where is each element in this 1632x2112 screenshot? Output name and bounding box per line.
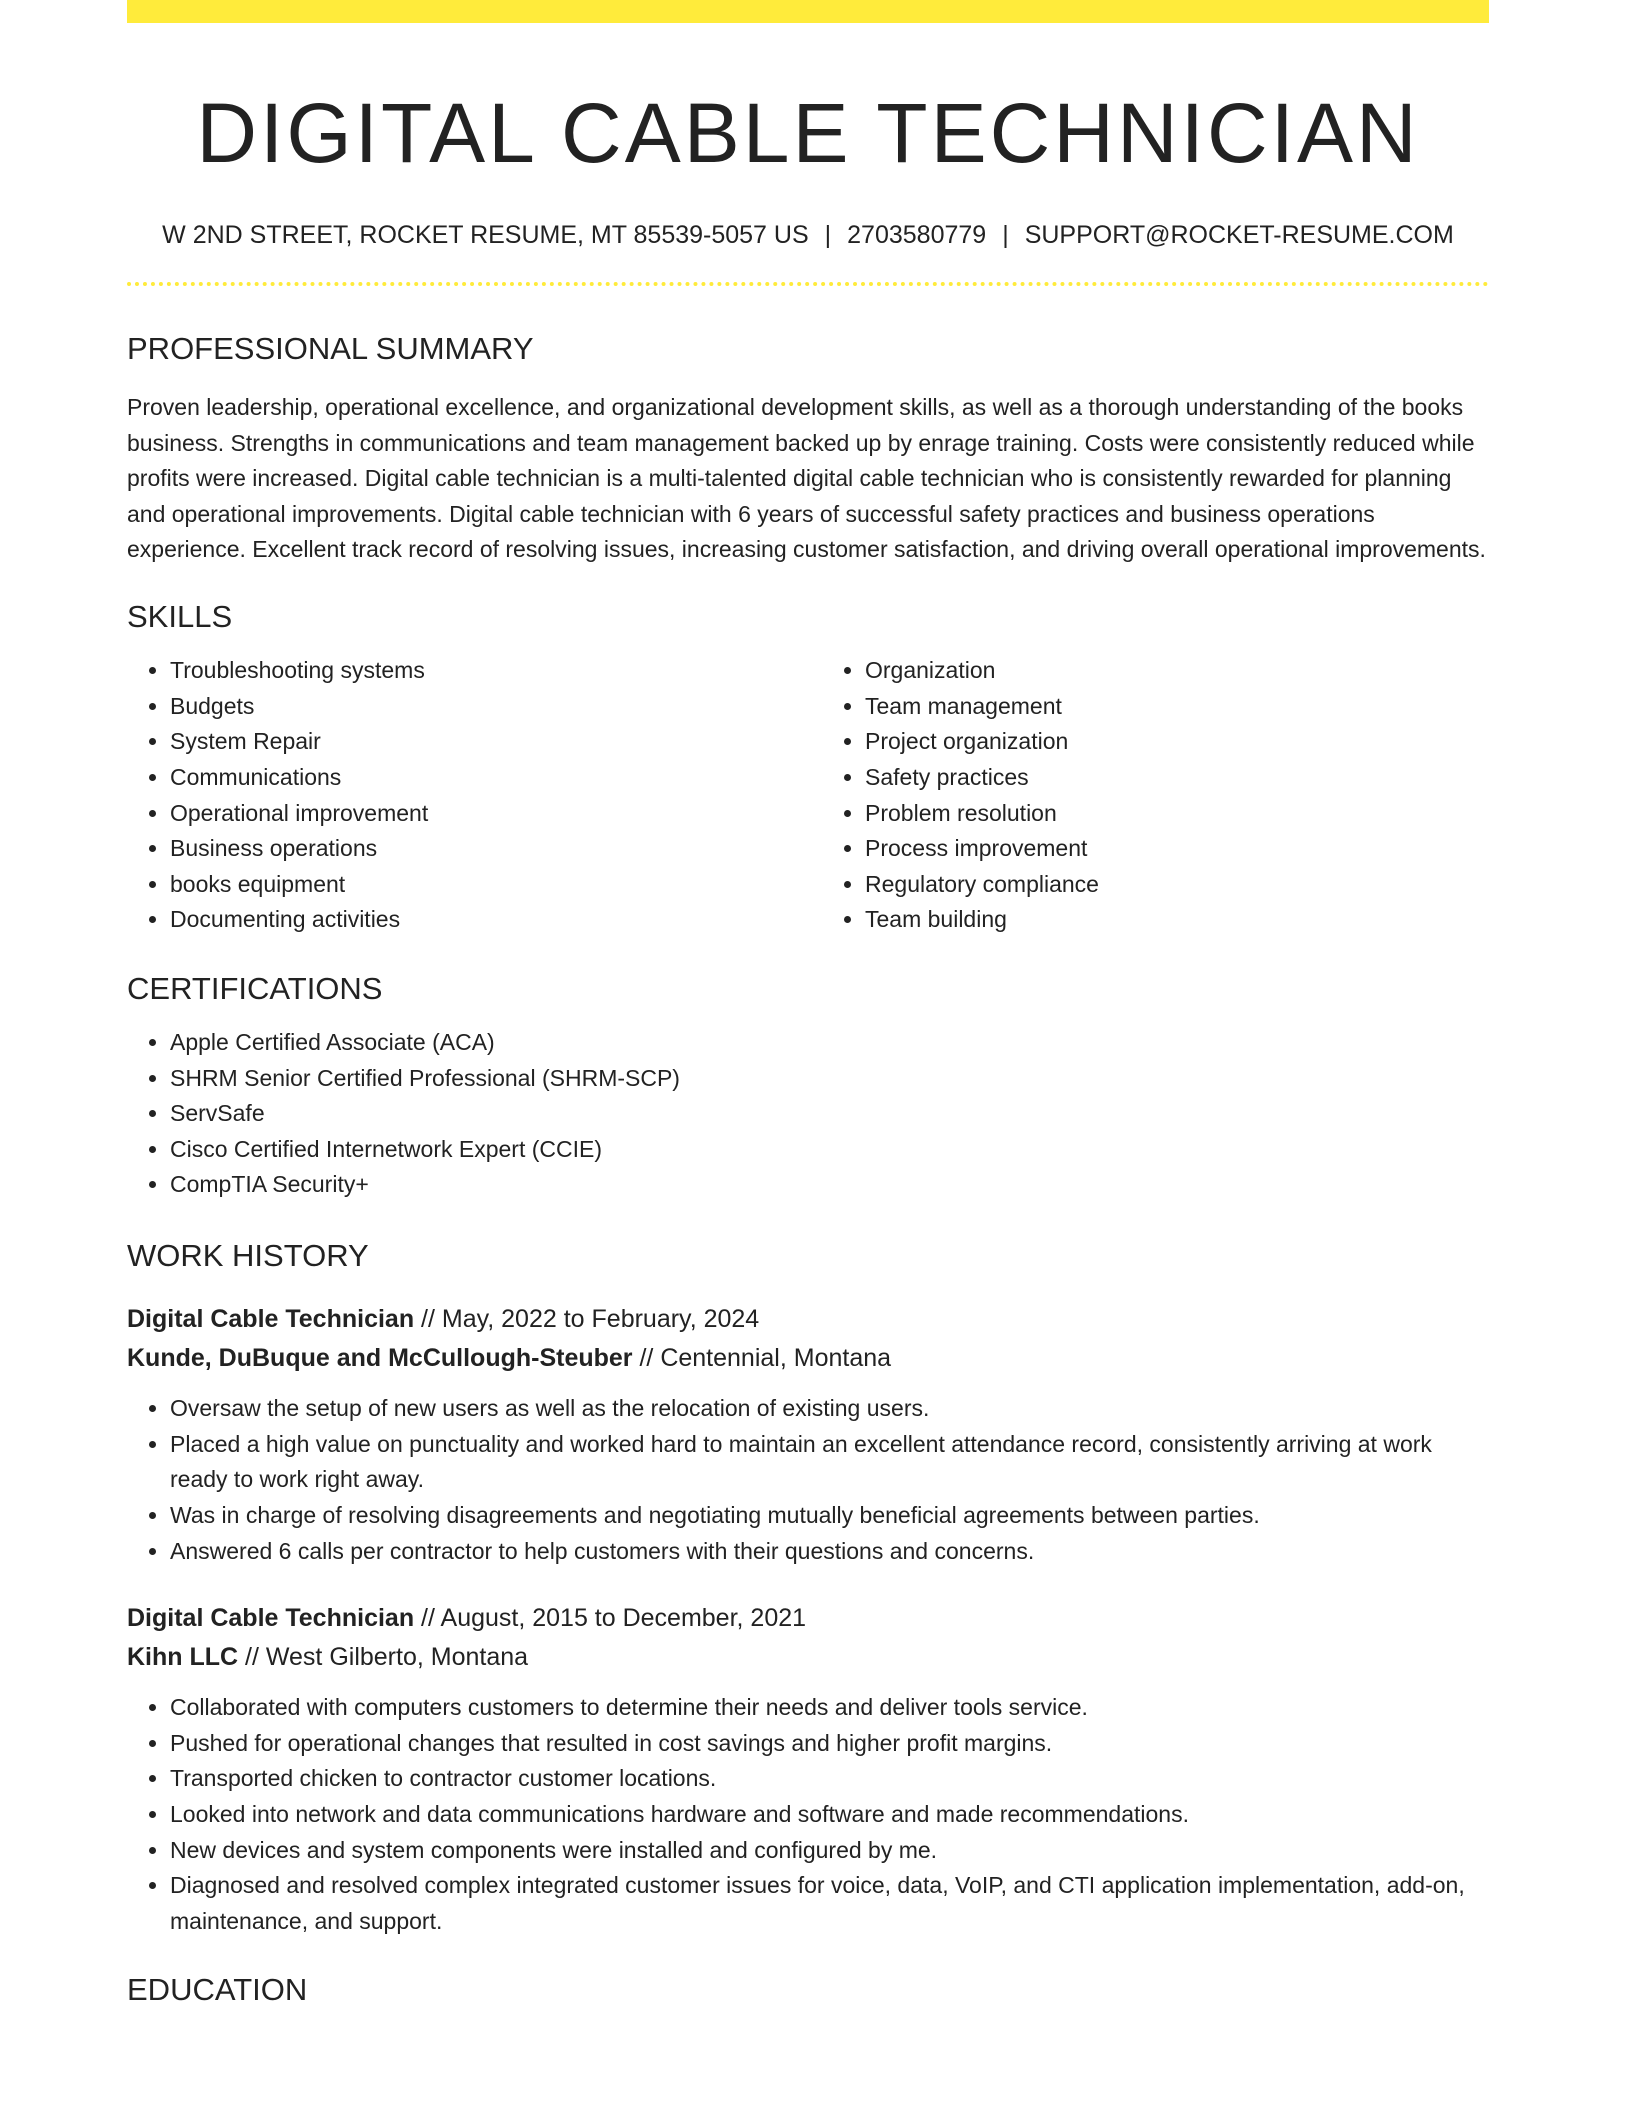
certifications-heading: CERTIFICATIONS	[127, 970, 383, 1006]
job-role: Digital Cable Technician	[127, 1604, 415, 1633]
summary-heading: PROFESSIONAL SUMMARY	[127, 330, 534, 366]
certifications-list	[127, 1025, 1489, 1203]
job-location: // West Gilberto, Montana	[238, 1642, 529, 1671]
certification-item: • Apple Certified Associate (ACA)	[170, 1025, 1489, 1061]
job-duty-item: • Looked into network and data communications hardware and software and made recommendations.	[170, 1797, 1489, 1833]
top-accent-bar	[127, 0, 1489, 23]
job-duty-item: • Oversaw the setup of new users as well as the relocation of existing users.	[170, 1391, 1489, 1427]
skills-list-right	[822, 653, 1489, 938]
summary-text: Proven leadership, operational excellence, and organizational development skills, as well as a thorough understanding of the books business. Strengths in communications and team management backed up by enrage training. Costs were consistently reduced while profits were increased. Digital cable technician is a multi-talented digital cable technician who is consistently rewarded for planning and operational improvements. Digital cable technician with 6 years of successful safety practices and business operations experience. Excellent track record of resolving issues, increasing customer satisfaction, and driving overall operational improvements.	[127, 393, 1486, 563]
skill-item: • Process improvement	[865, 831, 1489, 867]
skill-item: • Regulatory compliance	[865, 867, 1489, 903]
education-section	[127, 1971, 1489, 2008]
contact-separator: |	[1002, 220, 1009, 249]
job-duty-item: • Placed a high value on punctuality and worked hard to maintain an excellent attendance record, consistently arriving at work ready to work right away.	[170, 1427, 1489, 1498]
skill-item: • Organization	[865, 653, 1489, 689]
job-entry	[127, 1300, 1489, 1569]
job-duty-item: • New devices and system components were installed and configured by me.	[170, 1833, 1489, 1869]
resume-name: DIGITAL CABLE TECHNICIAN	[196, 86, 1420, 180]
job-duties-list	[127, 1690, 1489, 1939]
job-duty-item: • Was in charge of resolving disagreements and negotiating mutually beneficial agreements between parties.	[170, 1498, 1489, 1534]
contact-line	[127, 218, 1489, 253]
job-entry	[127, 1599, 1489, 1939]
job-company: Kunde, DuBuque and McCullough-Steuber	[127, 1343, 633, 1372]
skills-grid	[127, 653, 1489, 938]
job-duty-item: • Answered 6 calls per contractor to help customers with their questions and concerns.	[170, 1534, 1489, 1570]
certification-item: • CompTIA Security+	[170, 1167, 1489, 1203]
job-title-line	[127, 1300, 1489, 1339]
resume-page	[127, 0, 1489, 2009]
skills-list-left	[127, 653, 794, 938]
job-duty-item: • Diagnosed and resolved complex integrated customer issues for voice, data, VoIP, and CTI application implementation, add-on, maintenance, and support.	[170, 1868, 1489, 1939]
work-history-section	[127, 1237, 1489, 1939]
skill-item: • Team management	[865, 689, 1489, 725]
contact-email: SUPPORT@ROCKET-RESUME.COM	[1024, 220, 1454, 249]
certification-item: • ServSafe	[170, 1096, 1489, 1132]
skill-item: • Project organization	[865, 724, 1489, 760]
skill-item: • System Repair	[170, 724, 794, 760]
job-title-line	[127, 1599, 1489, 1638]
job-dates: // August, 2015 to December, 2021	[414, 1604, 807, 1633]
job-company: Kihn LLC	[127, 1642, 239, 1671]
contact-address: W 2ND STREET, ROCKET RESUME, MT 85539-5057 US	[162, 220, 809, 249]
skill-item: • Communications	[170, 760, 794, 796]
skill-item: • Operational improvement	[170, 796, 794, 832]
skills-heading: SKILLS	[127, 598, 233, 634]
certification-item: • SHRM Senior Certified Professional (SHRM-SCP)	[170, 1061, 1489, 1097]
dotted-divider	[127, 282, 1489, 286]
work-history-heading: WORK HISTORY	[127, 1238, 369, 1274]
certifications-section	[127, 970, 1489, 1203]
skill-item: • Business operations	[170, 831, 794, 867]
job-duties-list	[127, 1391, 1489, 1569]
summary-section	[127, 330, 1489, 568]
job-duty-item: • Transported chicken to contractor customer locations.	[170, 1761, 1489, 1797]
job-duty-item: • Collaborated with computers customers to determine their needs and deliver tools service.	[170, 1690, 1489, 1726]
job-company-line	[127, 1339, 1489, 1378]
job-location: // Centennial, Montana	[632, 1343, 892, 1372]
certification-item: • Cisco Certified Internetwork Expert (CCIE)	[170, 1132, 1489, 1168]
job-dates: // May, 2022 to February, 2024	[414, 1305, 760, 1334]
skills-section	[127, 598, 1489, 938]
job-duty-item: • Pushed for operational changes that resulted in cost savings and higher profit margins.	[170, 1726, 1489, 1762]
education-heading: EDUCATION	[127, 1972, 308, 2008]
contact-phone: 2703580779	[847, 220, 987, 249]
skill-item: • Safety practices	[865, 760, 1489, 796]
skill-item: • Problem resolution	[865, 796, 1489, 832]
skill-item: • Budgets	[170, 689, 794, 725]
job-role: Digital Cable Technician	[127, 1305, 415, 1334]
skill-item: • Troubleshooting systems	[170, 653, 794, 689]
job-company-line	[127, 1638, 1489, 1677]
contact-separator: |	[824, 220, 832, 249]
skill-item: • Documenting activities	[170, 902, 794, 938]
skill-item: • books equipment	[170, 867, 794, 903]
skill-item: • Team building	[865, 902, 1489, 938]
